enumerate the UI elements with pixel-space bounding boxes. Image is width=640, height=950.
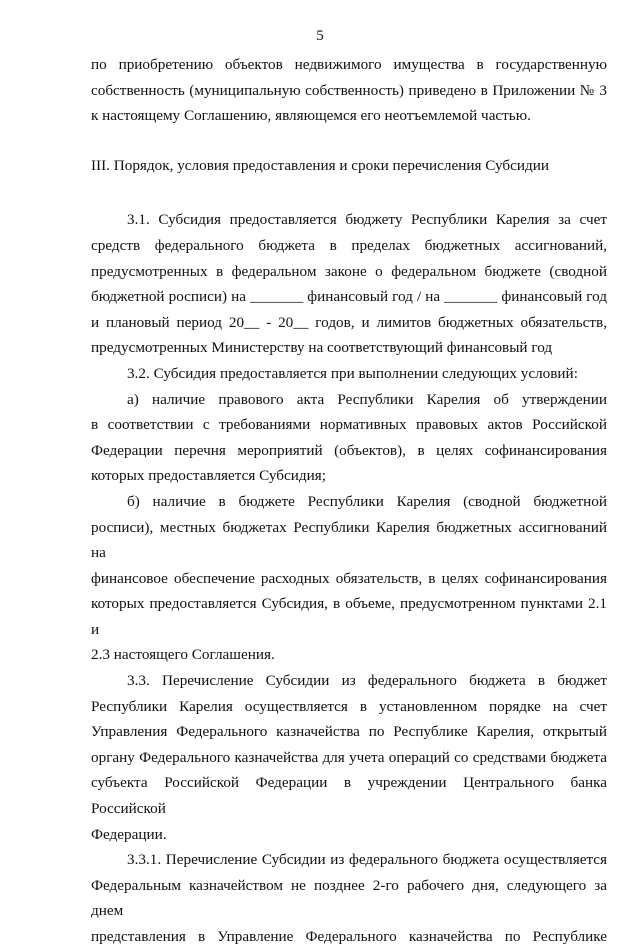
paragraph-3-3-1 [91,847,607,949]
text-line: 3.1. Субсидия предоставляется бюджету Республики Карелия за счет [127,211,607,229]
text-line: представления в Управление Федерального казначейства по Республике [91,928,607,945]
text-line: 3.2. Субсидия предоставляется при выполнении следующих условий: [127,364,578,382]
paragraph-3-2-a [91,387,607,489]
text-line: собственность (муниципальную собственность) приведено в Приложении № 3 [91,81,607,99]
intro-paragraph [91,52,607,129]
text-line: субъекта Российской Федерации в учреждении Центрального банка Российской [91,774,607,818]
paragraph-3-3 [91,668,607,847]
text-line: 2.3 настоящего Соглашения. [91,646,275,664]
text-line: росписи), местных бюджетах Республики Карелия бюджетных ассигнований на [91,518,607,562]
text-line: к настоящему Соглашению, являющемся его неотъемлемой частью. [91,107,531,125]
text-line: 3.3.1. Перечисление Субсидии из федерального бюджета осуществляется [127,851,607,869]
text-line: которых предоставляется Субсидия, в объеме, предусмотренном пунктами 2.1 и [91,595,607,638]
paragraph-3-1 [91,207,607,361]
text-line: предусмотренных Министерству на соответствующий финансовый год [91,339,553,357]
paragraph-3-2 [91,361,607,387]
text-line: Федерации. [91,825,167,843]
paragraph-3-2-b [91,489,607,668]
section-heading: III. Порядок, условия предоставления и сроки перечисления Субсидии [91,156,549,174]
document-body [91,52,607,950]
text-line: б) наличие в бюджете Республики Карелия (сводной бюджетной [127,492,607,510]
page-number: 5 [316,28,324,44]
text-line: Федеральным казначейством не позднее 2-го рабочего дня, следующего за днем [91,876,607,920]
text-line: 3.3. Перечисление Субсидии из федерального бюджета в бюджет [127,672,607,690]
text-line: а) наличие правового акта Республики Карелия об утверждении [127,390,607,408]
text-line: органу Федерального казначейства для учета операций со средствами бюджета [91,748,607,766]
text-line: Республики Карелия осуществляется в установленном порядке на счет [91,697,607,715]
text-line: по приобретению объектов недвижимого имущества в государственную [91,56,607,73]
text-line: Федерации перечня мероприятий (объектов), в целях софинансирования [91,441,607,459]
text-line: и плановый период 20__ - 20__ годов, и лимитов бюджетных обязательств, [91,313,607,331]
text-line: которых предоставляется Субсидия; [91,467,326,485]
text-line: средств федерального бюджета в пределах бюджетных ассигнований, [91,236,607,254]
text-line: Управления Федерального казначейства по Республике Карелия, открытый [91,723,607,741]
text-line: в соответствии с требованиями нормативных правовых актов Российской [91,416,607,434]
text-line: финансовое обеспечение расходных обязательств, в целях софинансирования [91,569,607,587]
text-line: бюджетной росписи) на _______ финансовый год / на _______ финансовый год [91,288,607,306]
text-line: предусмотренных в федеральном законе о федеральном бюджете (сводной [91,262,607,280]
